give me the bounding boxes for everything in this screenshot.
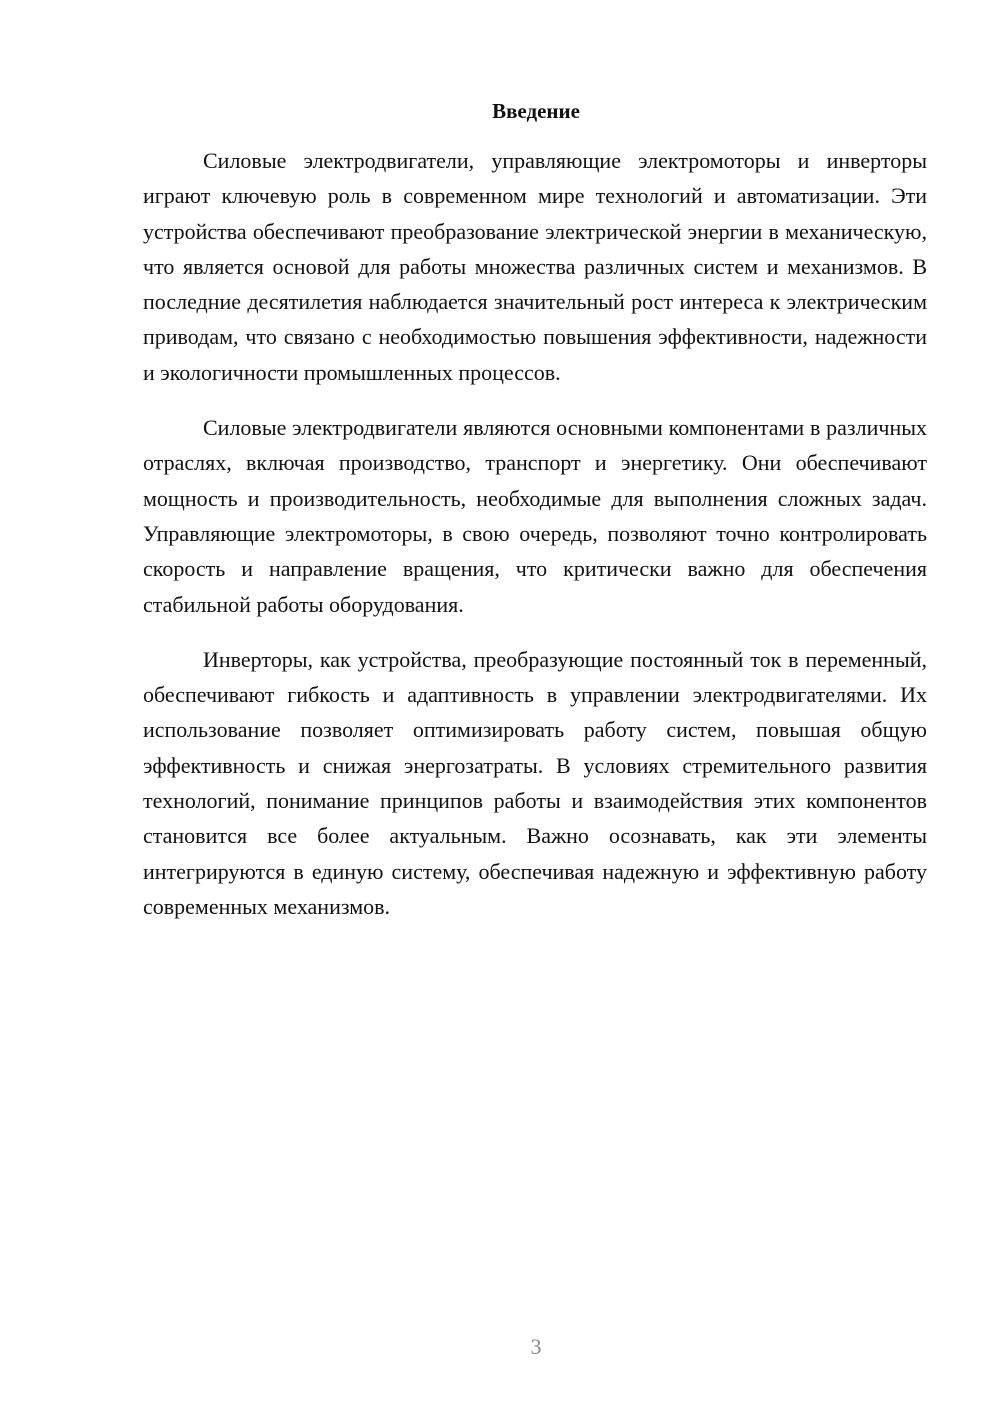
page-number: 3	[530, 1334, 542, 1359]
body-text	[143, 143, 927, 924]
paragraph-3: Инверторы, как устройства, преобразующие постоянный ток в переменный, обеспечивают гибкость и адаптивность в управлении электродвигателями. Их использование позволяет оптимизировать работу систем, повышая общую эффективность и снижая энергозатраты. В условиях стремительного развития технологий, понимание принципов работы и взаимодействия этих компонентов становится все более актуальным. Важно осознавать, как эти элементы интегрируются в единую систему, обеспечивая надежную и эффективную работу современных механизмов.	[143, 646, 927, 919]
section-title: Введение	[492, 99, 580, 123]
paragraph-2: Силовые электродвигатели являются основными компонентами в различных отраслях, включая производство, транспорт и энергетику. Они обеспечивают мощность и производительность, необходимые для выполнения сложных задач. Управляющие электромоторы, в свою очередь, позволяют точно контролировать скорость и направление вращения, что критически важно для обеспечения стабильной работы оборудования.	[143, 415, 927, 617]
paragraph-1: Силовые электродвигатели, управляющие электромоторы и инверторы играют ключевую роль в современном мире технологий и автоматизации. Эти устройства обеспечивают преобразование электрической энергии в механическую, что является основой для работы множества различных систем и механизмов. В последние десятилетия наблюдается значительный рост интереса к электрическим приводам, что связано с необходимостью повышения эффективности, надежности и экологичности промышленных процессов.	[143, 148, 927, 385]
